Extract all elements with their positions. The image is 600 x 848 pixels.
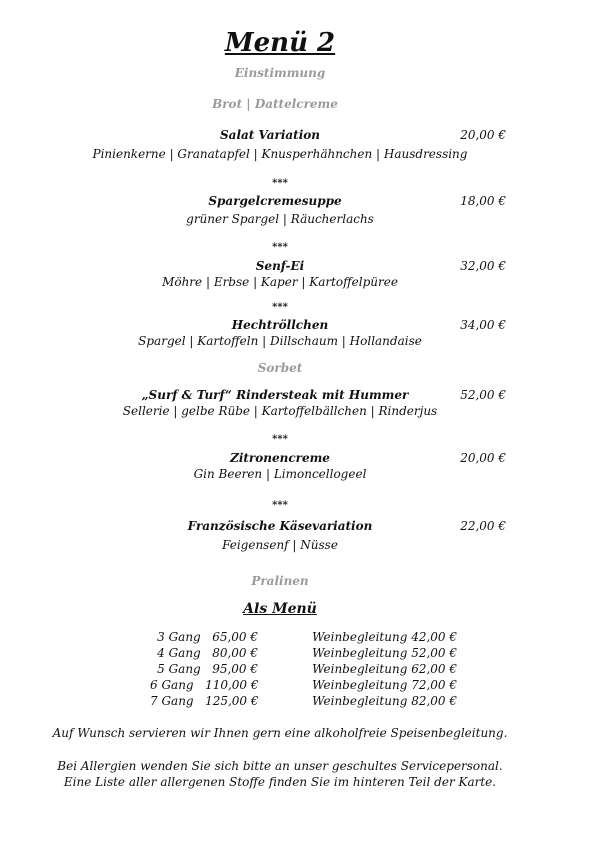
- course-price: 34,00 €: [460, 318, 506, 332]
- course-price: 32,00 €: [460, 259, 506, 273]
- page-title: Menü 2: [224, 28, 336, 58]
- menu-option: [150, 630, 258, 644]
- menu-option-gang: 7 Gang: [150, 694, 194, 708]
- allergy-note-line-1: Bei Allergien wenden Sie sich bitte an unser geschultes Servicepersonal.: [57, 759, 503, 773]
- wine-pairing: Weinbegleitung 72,00 €: [312, 678, 457, 692]
- course-name: „Surf & Turf“ Rindersteak mit Hummer: [141, 388, 409, 402]
- course-price: 18,00 €: [460, 194, 506, 208]
- alcohol-free-note: Auf Wunsch servieren wir Ihnen gern eine alkoholfreie Speisenbegleitung.: [52, 726, 508, 740]
- menu-option-price: 95,00 €: [212, 662, 258, 676]
- pralinen-label: Pralinen: [251, 574, 309, 588]
- menu-option-price: 80,00 €: [212, 646, 258, 660]
- course-name: Salat Variation: [220, 128, 320, 142]
- course-price: 20,00 €: [460, 451, 506, 465]
- menu-option-price: 125,00 €: [205, 694, 259, 708]
- brot-label: Brot | Dattelcreme: [212, 97, 338, 111]
- course-name: Zitronencreme: [230, 451, 330, 465]
- menu-option-gang: 5 Gang: [157, 662, 201, 676]
- menu-option: [150, 694, 258, 708]
- menu-option-price: 110,00 €: [205, 678, 259, 692]
- menu-option-gang: 3 Gang: [157, 630, 201, 644]
- menu-option: [150, 646, 258, 660]
- course-price: 52,00 €: [460, 388, 506, 402]
- separator: ***: [272, 302, 288, 313]
- course-description: Spargel | Kartoffeln | Dillschaum | Hollandaise: [138, 334, 422, 348]
- separator: ***: [272, 242, 288, 253]
- menu-option-gang: 6 Gang: [150, 678, 194, 692]
- course-description: grüner Spargel | Räucherlachs: [186, 212, 374, 226]
- course-name: Französische Käsevariation: [187, 519, 373, 533]
- menu-option-price: 65,00 €: [212, 630, 258, 644]
- separator: ***: [272, 178, 288, 189]
- sorbet-label: Sorbet: [257, 361, 303, 375]
- wine-pairing: Weinbegleitung 52,00 €: [312, 646, 457, 660]
- course-description: Sellerie | gelbe Rübe | Kartoffelbällchen | Rinderjus: [122, 404, 438, 418]
- menu-option: [150, 662, 258, 676]
- course-description: Feigensenf | Nüsse: [222, 538, 338, 552]
- course-name: Hechtröllchen: [231, 318, 329, 332]
- allergy-note-line-2: Eine Liste aller allergenen Stoffe finden Sie im hinteren Teil der Karte.: [63, 775, 497, 789]
- menu-option-gang: 4 Gang: [157, 646, 201, 660]
- menu-option: [150, 678, 258, 692]
- separator: ***: [272, 500, 288, 511]
- course-description: Gin Beeren | Limoncellogeel: [193, 467, 367, 481]
- einstimmung-label: Einstimmung: [234, 66, 326, 80]
- course-name: Spargelcremesuppe: [208, 194, 342, 208]
- wine-pairing: Weinbegleitung 82,00 €: [312, 694, 457, 708]
- course-description: Pinienkerne | Granatapfel | Knusperhähnchen | Hausdressing: [92, 147, 468, 161]
- course-price: 20,00 €: [460, 128, 506, 142]
- als-menu-heading: Als Menü: [243, 601, 317, 617]
- wine-pairing: Weinbegleitung 62,00 €: [312, 662, 457, 676]
- course-description: Möhre | Erbse | Kaper | Kartoffelpüree: [162, 275, 398, 289]
- course-price: 22,00 €: [460, 519, 506, 533]
- wine-pairing: Weinbegleitung 42,00 €: [312, 630, 457, 644]
- separator: ***: [272, 434, 288, 445]
- course-name: Senf-Ei: [255, 259, 305, 273]
